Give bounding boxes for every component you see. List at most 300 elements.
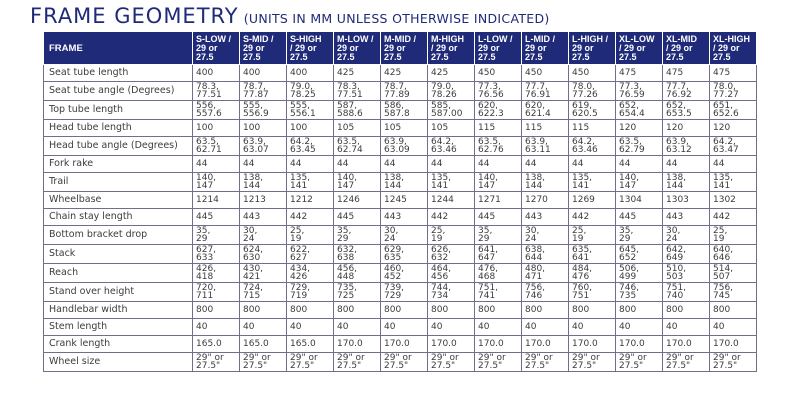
table-cell: [475, 336, 522, 353]
cell-line: 35,: [619, 225, 634, 236]
cell-line: 35,: [196, 225, 211, 236]
table-cell: [569, 336, 616, 353]
cell-line: 720,: [196, 282, 217, 293]
table-cell: [663, 120, 710, 137]
table-cell: [428, 302, 475, 319]
cell-line: 587.8: [384, 109, 410, 119]
cell-line: 27.5": [713, 361, 738, 371]
table-cell: [381, 226, 428, 245]
table-cell: [522, 137, 569, 156]
cell-line: 632,: [337, 244, 358, 255]
cell-line: 141: [713, 181, 731, 191]
cell-line: 800: [243, 304, 261, 315]
table-cell: [428, 156, 475, 173]
table-cell: [428, 336, 475, 353]
row-label: Seat tube angle (Degrees): [44, 82, 193, 101]
table-cell: [240, 101, 287, 120]
row-label: Bottom bracket drop: [44, 226, 193, 245]
cell-line: 556,: [196, 100, 217, 111]
cell-line: 400: [290, 67, 308, 78]
table-cell: [710, 302, 757, 319]
header-size-line: 27.5: [525, 51, 543, 62]
table-cell: [616, 173, 663, 192]
table-cell: [193, 173, 240, 192]
cell-line: 78.25: [290, 90, 316, 100]
cell-line: 144: [525, 181, 543, 191]
cell-line: 638,: [525, 244, 546, 255]
row-label: Fork rake: [44, 156, 193, 173]
table-cell: [475, 319, 522, 336]
cell-line: 27.5": [384, 361, 409, 371]
cell-line: 105: [384, 122, 402, 133]
cell-line: 800: [619, 304, 637, 315]
header-size-line: 29 or: [337, 42, 359, 53]
table-cell: [522, 283, 569, 302]
table-cell: [475, 192, 522, 209]
header-size-line: 27.5: [290, 51, 308, 62]
table-cell: [334, 319, 381, 336]
table-cell: [663, 226, 710, 245]
header-size-7: [522, 32, 569, 65]
header-size-line: 29 or: [384, 42, 406, 53]
cell-line: 400: [196, 67, 214, 78]
header-size-9: [616, 32, 663, 65]
table-cell: [663, 336, 710, 353]
table-cell: [710, 336, 757, 353]
cell-line: 77.7,: [525, 81, 548, 92]
table-cell: [710, 353, 757, 372]
cell-line: 78.7,: [243, 81, 266, 92]
row-label: Head tube angle (Degrees): [44, 137, 193, 156]
cell-line: 63.5,: [337, 136, 360, 147]
table-cell: [334, 226, 381, 245]
table-cell: [381, 173, 428, 192]
table-cell: [193, 209, 240, 226]
table-cell: [193, 302, 240, 319]
cell-line: 40: [337, 321, 349, 332]
table-cell: [428, 192, 475, 209]
cell-line: 629,: [384, 244, 405, 255]
table-cell: [240, 226, 287, 245]
cell-line: 468: [478, 272, 496, 282]
geometry-table: [43, 31, 757, 372]
cell-line: 587.00: [431, 109, 463, 119]
cell-line: 62.79: [619, 145, 645, 155]
table-cell: [428, 101, 475, 120]
cell-line: 63.5,: [619, 136, 642, 147]
cell-line: 63.5,: [478, 136, 501, 147]
table-row: [44, 156, 757, 173]
row-label: Stack: [44, 245, 193, 264]
cell-line: 27.5": [572, 361, 597, 371]
cell-line: 29: [196, 234, 208, 244]
table-cell: [428, 120, 475, 137]
cell-line: 63.9,: [243, 136, 266, 147]
table-cell: [240, 319, 287, 336]
table-cell: [240, 65, 287, 82]
header-size-line: S-HIGH: [290, 33, 322, 44]
cell-line: 1271: [478, 194, 501, 205]
table-cell: [475, 101, 522, 120]
cell-line: 506,: [619, 263, 640, 274]
cell-line: 140,: [478, 172, 499, 183]
header-size-8: [569, 32, 616, 65]
table-cell: [428, 82, 475, 101]
cell-line: 62.74: [337, 145, 363, 155]
cell-line: 63.45: [290, 145, 316, 155]
header-size-line: 29 or: [243, 42, 265, 53]
table-cell: [569, 226, 616, 245]
table-cell: [334, 245, 381, 264]
cell-line: 641,: [478, 244, 499, 255]
table-cell: [569, 209, 616, 226]
table-cell: [287, 173, 334, 192]
cell-line: 29: [619, 234, 631, 244]
header-size-4: [381, 32, 428, 65]
cell-line: 445: [619, 211, 637, 222]
cell-line: 621.4: [525, 109, 551, 119]
header-frame-label: FRAME: [44, 32, 193, 65]
cell-line: 76.91: [525, 90, 551, 100]
cell-line: 44: [337, 158, 349, 169]
cell-line: 800: [290, 304, 308, 315]
table-cell: [193, 120, 240, 137]
cell-line: 76.56: [478, 90, 504, 100]
table-cell: [475, 156, 522, 173]
table-cell: [428, 137, 475, 156]
cell-line: 64.2,: [290, 136, 313, 147]
cell-line: 79.0,: [290, 81, 313, 92]
cell-line: 147: [196, 181, 214, 191]
table-cell: [193, 264, 240, 283]
cell-line: 442: [572, 211, 590, 222]
table-cell: [193, 353, 240, 372]
cell-line: 77.26: [572, 90, 598, 100]
cell-line: 135,: [290, 172, 311, 183]
cell-line: 120: [666, 122, 684, 133]
header-row: [44, 32, 757, 65]
header-size-line: L-LOW /: [478, 33, 513, 44]
cell-line: 27.5": [243, 361, 268, 371]
header-size-0: [193, 32, 240, 65]
cell-line: 170.0: [337, 338, 363, 349]
cell-line: 29" or: [572, 352, 600, 363]
table-cell: [240, 82, 287, 101]
table-cell: [334, 209, 381, 226]
cell-line: 25,: [290, 225, 305, 236]
table-cell: [334, 353, 381, 372]
cell-line: 624,: [243, 244, 264, 255]
cell-line: 756,: [525, 282, 546, 293]
table-cell: [428, 283, 475, 302]
header-size-6: [475, 32, 522, 65]
cell-line: 144: [384, 181, 402, 191]
cell-line: 445: [196, 211, 214, 222]
cell-line: 77.27: [713, 90, 739, 100]
cell-line: 29" or: [478, 352, 506, 363]
table-cell: [475, 173, 522, 192]
cell-line: 443: [525, 211, 543, 222]
cell-line: 29" or: [196, 352, 224, 363]
cell-line: 475: [713, 67, 731, 78]
table-cell: [475, 353, 522, 372]
cell-line: 40: [478, 321, 490, 332]
table-cell: [193, 336, 240, 353]
cell-line: 19: [713, 234, 725, 244]
cell-line: 729,: [290, 282, 311, 293]
cell-line: 29" or: [619, 352, 647, 363]
cell-line: 62.71: [196, 145, 222, 155]
table-cell: [569, 173, 616, 192]
table-cell: [428, 353, 475, 372]
cell-line: 651,: [713, 100, 734, 111]
cell-line: 464,: [431, 263, 452, 274]
cell-line: 30,: [243, 225, 258, 236]
table-cell: [193, 283, 240, 302]
cell-line: 29" or: [290, 352, 318, 363]
table-cell: [334, 156, 381, 173]
table-cell: [569, 137, 616, 156]
cell-line: 800: [525, 304, 543, 315]
cell-line: 100: [243, 122, 261, 133]
cell-line: 735,: [337, 282, 358, 293]
cell-line: 140,: [337, 172, 358, 183]
header-size-line: 27.5: [243, 51, 261, 62]
cell-line: 587,: [337, 100, 358, 111]
cell-line: 633: [196, 253, 214, 263]
table-cell: [569, 82, 616, 101]
table-cell: [381, 101, 428, 120]
cell-line: 29: [337, 234, 349, 244]
table-cell: [616, 137, 663, 156]
cell-line: 724,: [243, 282, 264, 293]
table-cell: [334, 192, 381, 209]
cell-line: 1245: [384, 194, 407, 205]
cell-line: 499: [619, 272, 637, 282]
cell-line: 44: [713, 158, 725, 169]
cell-line: 30,: [525, 225, 540, 236]
cell-line: 27.5": [196, 361, 221, 371]
table-row: [44, 264, 757, 283]
cell-line: 585,: [431, 100, 452, 111]
header-size-line: 27.5: [713, 51, 731, 62]
cell-line: 140,: [196, 172, 217, 183]
cell-line: 144: [666, 181, 684, 191]
cell-line: 418: [196, 272, 214, 282]
table-cell: [334, 336, 381, 353]
cell-line: 751: [572, 291, 590, 301]
cell-line: 24: [243, 234, 255, 244]
table-row: [44, 101, 757, 120]
cell-line: 44: [290, 158, 302, 169]
table-cell: [381, 192, 428, 209]
table-cell: [287, 264, 334, 283]
cell-line: 443: [384, 211, 402, 222]
table-cell: [287, 156, 334, 173]
title-main: FRAME GEOMETRY: [30, 4, 239, 28]
header-size-line: 27.5: [431, 51, 449, 62]
cell-line: 480,: [525, 263, 546, 274]
header-size-10: [663, 32, 710, 65]
cell-line: 27.5": [619, 361, 644, 371]
cell-line: 170.0: [525, 338, 551, 349]
cell-line: 715: [243, 291, 261, 301]
table-cell: [710, 245, 757, 264]
cell-line: 141: [290, 181, 308, 191]
table-cell: [287, 245, 334, 264]
table-cell: [287, 353, 334, 372]
cell-line: 77.89: [384, 90, 410, 100]
cell-line: 1244: [431, 194, 454, 205]
table-row: [44, 353, 757, 372]
row-label: Handlebar width: [44, 302, 193, 319]
table-cell: [522, 264, 569, 283]
table-cell: [381, 336, 428, 353]
table-cell: [475, 120, 522, 137]
cell-line: 147: [619, 181, 637, 191]
table-cell: [334, 82, 381, 101]
table-cell: [710, 173, 757, 192]
table-cell: [710, 226, 757, 245]
cell-line: 138,: [666, 172, 687, 183]
cell-line: 141: [431, 181, 449, 191]
cell-line: 746: [525, 291, 543, 301]
row-label: Head tube length: [44, 120, 193, 137]
table-cell: [475, 283, 522, 302]
cell-line: 456,: [337, 263, 358, 274]
cell-line: 78.3,: [196, 81, 219, 92]
cell-line: 27.5": [478, 361, 503, 371]
row-label: Top tube length: [44, 101, 193, 120]
cell-line: 147: [478, 181, 496, 191]
cell-line: 622.3: [478, 109, 504, 119]
cell-line: 735: [619, 291, 637, 301]
cell-line: 503: [666, 272, 684, 282]
header-size-line: 29 or: [572, 42, 594, 53]
header-size-line: / 29 or: [713, 42, 740, 53]
table-row: [44, 302, 757, 319]
header-size-11: [710, 32, 757, 65]
cell-line: 44: [431, 158, 443, 169]
table-cell: [240, 353, 287, 372]
cell-line: 63.46: [572, 145, 598, 155]
cell-line: 1303: [666, 194, 689, 205]
table-cell: [569, 192, 616, 209]
table-cell: [522, 120, 569, 137]
table-cell: [616, 319, 663, 336]
cell-line: 100: [196, 122, 214, 133]
table-cell: [522, 353, 569, 372]
table-cell: [381, 319, 428, 336]
table-cell: [663, 137, 710, 156]
table-cell: [287, 209, 334, 226]
cell-line: 170.0: [666, 338, 692, 349]
cell-line: 27.5": [290, 361, 315, 371]
cell-line: 448: [337, 272, 355, 282]
table-cell: [522, 101, 569, 120]
table-row: [44, 120, 757, 137]
table-cell: [663, 302, 710, 319]
cell-line: 40: [243, 321, 255, 332]
cell-line: 165.0: [243, 338, 269, 349]
cell-line: 627: [290, 253, 308, 263]
cell-line: 555,: [290, 100, 311, 111]
cell-line: 800: [478, 304, 496, 315]
cell-line: 25,: [713, 225, 728, 236]
table-cell: [616, 336, 663, 353]
table-cell: [663, 65, 710, 82]
cell-line: 430,: [243, 263, 264, 274]
cell-line: 556.9: [243, 109, 269, 119]
cell-line: 27.5": [666, 361, 691, 371]
table-cell: [381, 302, 428, 319]
header-size-3: [334, 32, 381, 65]
cell-line: 140,: [619, 172, 640, 183]
cell-line: 25,: [572, 225, 587, 236]
header-size-line: XL-LOW: [619, 33, 655, 44]
cell-line: 135,: [713, 172, 734, 183]
cell-line: 442: [290, 211, 308, 222]
table-row: [44, 283, 757, 302]
cell-line: 800: [713, 304, 731, 315]
table-cell: [287, 226, 334, 245]
cell-line: 77.51: [196, 90, 222, 100]
cell-line: 729: [384, 291, 402, 301]
cell-line: 741: [478, 291, 496, 301]
cell-line: 29" or: [337, 352, 365, 363]
header-size-line: 27.5: [666, 51, 684, 62]
cell-line: 760,: [572, 282, 593, 293]
table-cell: [381, 264, 428, 283]
cell-line: 115: [525, 122, 543, 133]
table-cell: [428, 209, 475, 226]
cell-line: 471: [525, 272, 543, 282]
cell-line: 29" or: [431, 352, 459, 363]
table-cell: [334, 173, 381, 192]
cell-line: 76.92: [666, 90, 692, 100]
cell-line: 79.0,: [431, 81, 454, 92]
cell-line: 77.7,: [666, 81, 689, 92]
table-cell: [616, 156, 663, 173]
cell-line: 78.3,: [337, 81, 360, 92]
cell-line: 44: [196, 158, 208, 169]
cell-line: 105: [337, 122, 355, 133]
cell-line: 63.9,: [666, 136, 689, 147]
table-cell: [240, 120, 287, 137]
cell-line: 443: [243, 211, 261, 222]
cell-line: 654.4: [619, 109, 645, 119]
table-cell: [287, 192, 334, 209]
cell-line: 711: [196, 291, 214, 301]
cell-line: 120: [619, 122, 637, 133]
header-size-line: 27.5: [619, 51, 637, 62]
header-size-line: 27.5: [384, 51, 402, 62]
table-cell: [710, 137, 757, 156]
cell-line: 29" or: [713, 352, 741, 363]
cell-line: 40: [572, 321, 584, 332]
cell-line: 445: [337, 211, 355, 222]
table-row: [44, 336, 757, 353]
table-cell: [334, 283, 381, 302]
cell-line: 44: [478, 158, 490, 169]
table-row: [44, 319, 757, 336]
table-cell: [663, 101, 710, 120]
cell-line: 442: [713, 211, 731, 222]
table-cell: [193, 65, 240, 82]
cell-line: 64.2,: [431, 136, 454, 147]
cell-line: 620,: [478, 100, 499, 111]
cell-line: 170.0: [384, 338, 410, 349]
